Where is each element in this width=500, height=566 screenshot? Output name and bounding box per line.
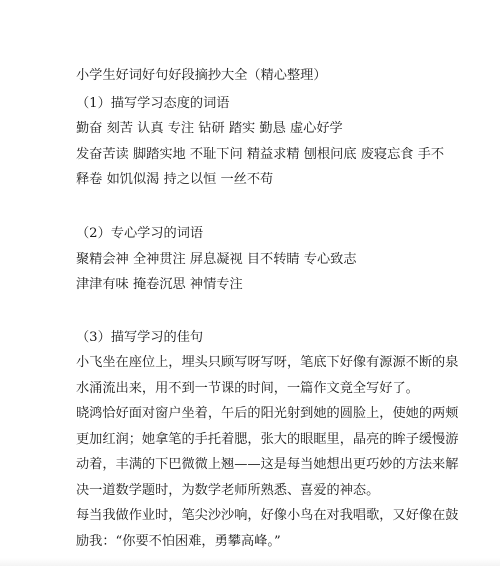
sentence-line: 更加红润；她拿笔的手托着腮，张大的眼眶里，晶亮的眸子缓慢游 <box>76 432 459 447</box>
word-list-line: 勤奋 刻苦 认真 专注 钻研 踏实 勤恳 虚心好学 <box>76 121 343 136</box>
word-list-line: 释卷 如饥似渴 持之以恒 一丝不苟 <box>76 172 274 187</box>
sentence-line: 动着，丰满的下巴微微上翘——这是每当她想出更巧妙的方法来解 <box>76 457 459 472</box>
section-heading-focused-study: （2）专心学习的词语 <box>76 226 204 241</box>
word-list-line: 发奋苦读 脚踏实地 不耻下问 精益求精 刨根问底 废寝忘食 手不 <box>76 147 445 162</box>
page-bottom-edge <box>0 558 500 566</box>
sentence-line: 水涌流出来，用不到一节课的时间，一篇作文竟全写好了。 <box>76 381 419 396</box>
word-list-line: 津津有味 掩卷沉思 神情专注 <box>76 277 243 292</box>
section-heading-study-sentences: （3）描写学习的佳句 <box>76 330 204 345</box>
section-heading-study-attitude: （1）描写学习态度的词语 <box>76 96 230 111</box>
document-title: 小学生好词好句好段摘抄大全（精心整理） <box>76 68 327 83</box>
sentence-line: 每当我做作业时，笔尖沙沙响，好像小鸟在对我唱歌，又好像在鼓 <box>76 508 459 523</box>
word-list-line: 聚精会神 全神贯注 屏息凝视 目不转睛 专心致志 <box>76 252 357 267</box>
sentence-line: 小飞坐在座位上，埋头只顾写呀写呀，笔底下好像有源源不断的泉 <box>76 355 459 370</box>
sentence-line: 励我：“你要不怕困难，勇攀高峰。” <box>76 534 281 549</box>
sentence-line: 决一道数学题时，为数学老师所熟悉、喜爱的神态。 <box>76 483 380 498</box>
sentence-line: 晓鸿恰好面对窗户坐着，午后的阳光射到她的圆脸上，使她的两颊 <box>76 406 459 421</box>
